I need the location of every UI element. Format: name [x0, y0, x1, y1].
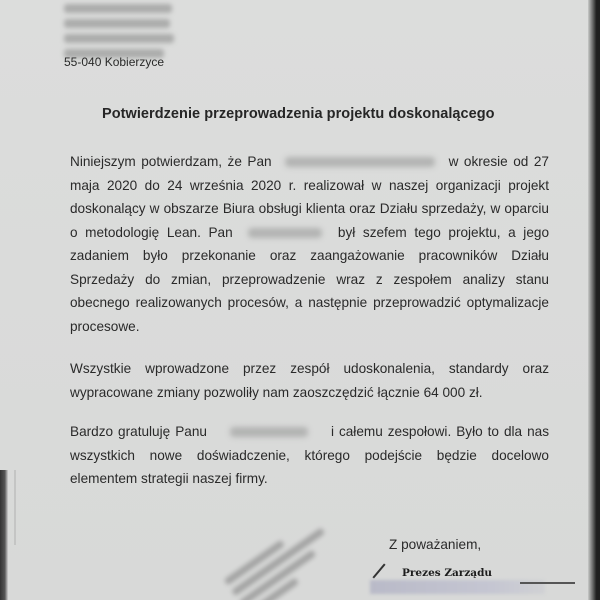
- paragraph-3: [70, 420, 549, 491]
- signature-line: [520, 582, 575, 584]
- redacted-name: [285, 157, 435, 167]
- document-title: Potwierdzenie przeprowadzenia projektu doskonalącego: [102, 106, 495, 122]
- redacted-name: [248, 228, 322, 238]
- redacted-line: [64, 4, 172, 13]
- paper-right-edge-shadow: [588, 0, 600, 600]
- paragraph-3-part-2: i całemu zespołowi. Było to dla nas wszystkich nowe doświadczenie, którego podejście będzie docelowo elementem strategii naszej firmy.: [70, 424, 550, 486]
- redacted-name: [230, 427, 308, 437]
- signature-redacted: [370, 580, 545, 594]
- paragraph-3-part-1: Bardzo gratuluję Panu: [70, 424, 207, 439]
- signature-stroke: [372, 563, 385, 578]
- redacted-line: [64, 34, 174, 43]
- paragraph-1-part-3: był szefem tego projektu, a jego zadaniem było przekonanie oraz zaangażowanie pracowników Działu Sprzedaży do zmian, przeprowadzenie wraz z zespołem analizy stanu obecnego realizowanych procesów, a następnie przeprowadzić optymalizacje procesowe.: [70, 224, 550, 334]
- paper-left-edge-shadow: [0, 470, 8, 600]
- paragraph-1-part-2: w okresie od 27 maja 2020 do 24 września 2020 r. realizował w naszej organizacji projekt doskonalący w obszarze Biura obsługi klienta oraz Działu sprzedaży, w oparciu o metodologię Lean. Pan: [70, 154, 549, 240]
- paper-fold-line: [14, 470, 16, 545]
- signature-title: Prezes Zarządu: [402, 567, 493, 579]
- redacted-line: [64, 19, 170, 28]
- paragraph-2: Wszystkie wprowadzone przez zespół udoskonalenia, standardy oraz wypracowane zmiany pozwoliły nam zaoszczędzić łącznie 64 000 zł.: [70, 361, 549, 400]
- closing-salutation: Z poważaniem,: [389, 537, 482, 552]
- sender-city: 55-040 Kobierzyce: [64, 55, 165, 69]
- paragraph-1: [70, 150, 549, 338]
- company-stamp-redacted: [224, 511, 357, 600]
- paragraph-1-part-1: Niniejszym potwierdzam, że Pan: [70, 154, 272, 169]
